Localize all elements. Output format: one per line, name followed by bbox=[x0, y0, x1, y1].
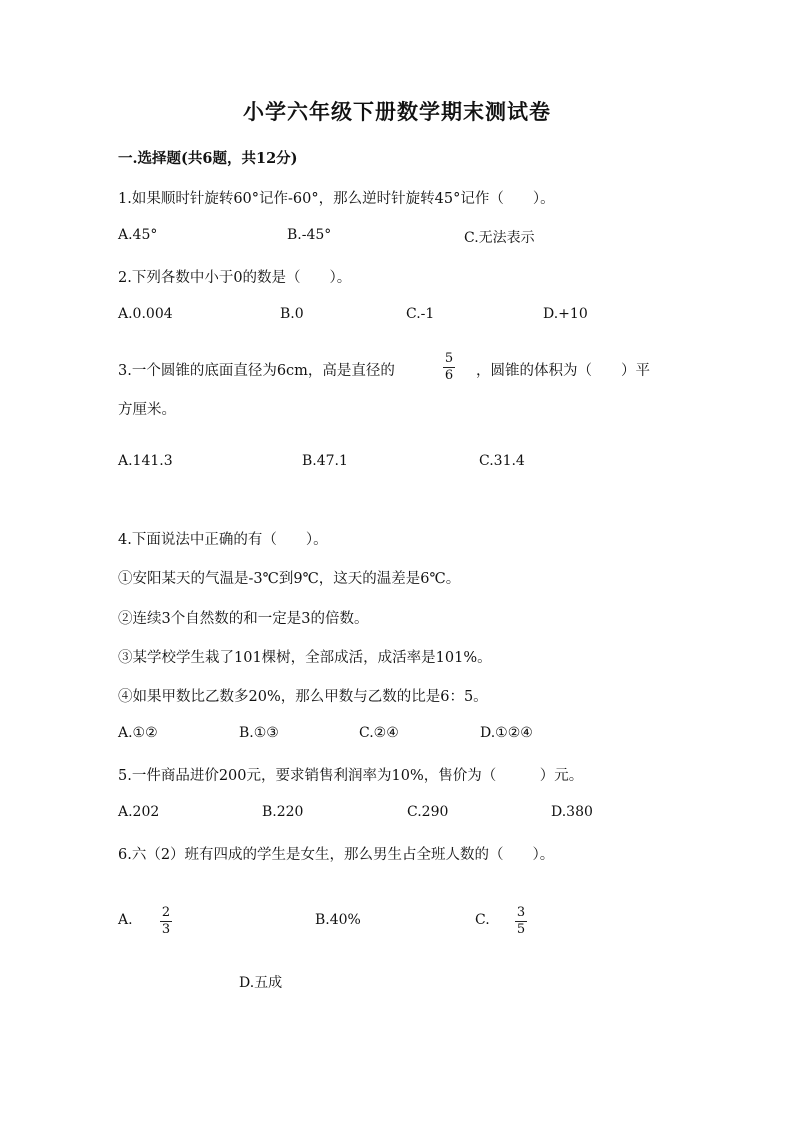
question-5-option-c: C.290 bbox=[407, 804, 449, 820]
question-6-option-b: B.40% bbox=[315, 912, 361, 928]
fraction-denominator: 3 bbox=[161, 922, 171, 937]
fraction-numerator: 3 bbox=[516, 905, 526, 920]
question-6-option-a: A. bbox=[118, 912, 133, 928]
question-1-option-b: B.-45° bbox=[287, 227, 332, 243]
question-2-option-b: B.0 bbox=[280, 306, 304, 322]
question-3-option-b: B.47.1 bbox=[302, 453, 348, 469]
question-4-option-c: C.②④ bbox=[359, 725, 399, 741]
question-3-text: 3.一个圆锥的底面直径为6cm，高是直径的 bbox=[118, 363, 395, 379]
fraction-denominator: 5 bbox=[516, 922, 526, 937]
question-2-option-c: C.-1 bbox=[406, 306, 435, 322]
question-2-option-a: A.0.004 bbox=[118, 306, 173, 322]
question-5-text: 5.一件商品进价200元，要求销售利润率为10%，售价为（ ）元。 bbox=[118, 768, 584, 784]
section-heading: 一.选择题(共6题，共12分) bbox=[118, 150, 298, 167]
fraction-numerator: 2 bbox=[161, 905, 171, 920]
question-6-option-c: C. bbox=[475, 912, 490, 928]
fraction-denominator: 6 bbox=[444, 368, 454, 383]
question-2-text: 2.下列各数中小于0的数是（ ）。 bbox=[118, 270, 352, 286]
question-6-option-c-fraction bbox=[515, 906, 527, 937]
question-6-option-a-fraction bbox=[160, 906, 172, 937]
question-4-option-b: B.①③ bbox=[239, 725, 279, 741]
question-6-option-d: D.五成 bbox=[239, 975, 283, 991]
question-1-option-a: A.45° bbox=[118, 227, 158, 243]
question-5-option-b: B.220 bbox=[262, 804, 304, 820]
question-4-statement-1: ①安阳某天的气温是-3℃到9℃，这天的温差是6℃。 bbox=[118, 571, 461, 587]
question-4-option-a: A.①② bbox=[118, 725, 158, 741]
question-5-option-a: A.202 bbox=[118, 804, 160, 820]
question-1-option-c: C.无法表示 bbox=[464, 230, 535, 246]
question-4-statement-4: ④如果甲数比乙数多20%，那么甲数与乙数的比是6：5。 bbox=[118, 689, 488, 705]
question-6-text: 6.六（2）班有四成的学生是女生，那么男生占全班人数的（ ）。 bbox=[118, 847, 555, 863]
fraction-numerator: 5 bbox=[444, 351, 454, 366]
question-3-option-c: C.31.4 bbox=[479, 453, 525, 469]
question-4-text: 4.下面说法中正确的有（ ）。 bbox=[118, 532, 328, 548]
question-3-fraction bbox=[443, 352, 455, 383]
question-1-text: 1.如果顺时针旋转60°记作-60°，那么逆时针旋转45°记作（ ）。 bbox=[118, 191, 555, 207]
question-4-statement-3: ③某学校学生栽了101棵树，全部成活，成活率是101%。 bbox=[118, 650, 492, 666]
question-2-option-d: D.+10 bbox=[543, 306, 588, 322]
page-title: 小学六年级下册数学期末测试卷 bbox=[243, 99, 551, 124]
question-4-statement-2: ②连续3个自然数的和一定是3的倍数。 bbox=[118, 611, 369, 627]
question-3-text-continued: ，圆锥的体积为（ ）平 bbox=[476, 363, 650, 379]
question-3-option-a: A.141.3 bbox=[118, 453, 173, 469]
question-3-text-wrap: 方厘米。 bbox=[118, 402, 176, 418]
question-4-option-d: D.①②④ bbox=[480, 725, 533, 741]
question-5-option-d: D.380 bbox=[551, 804, 593, 820]
